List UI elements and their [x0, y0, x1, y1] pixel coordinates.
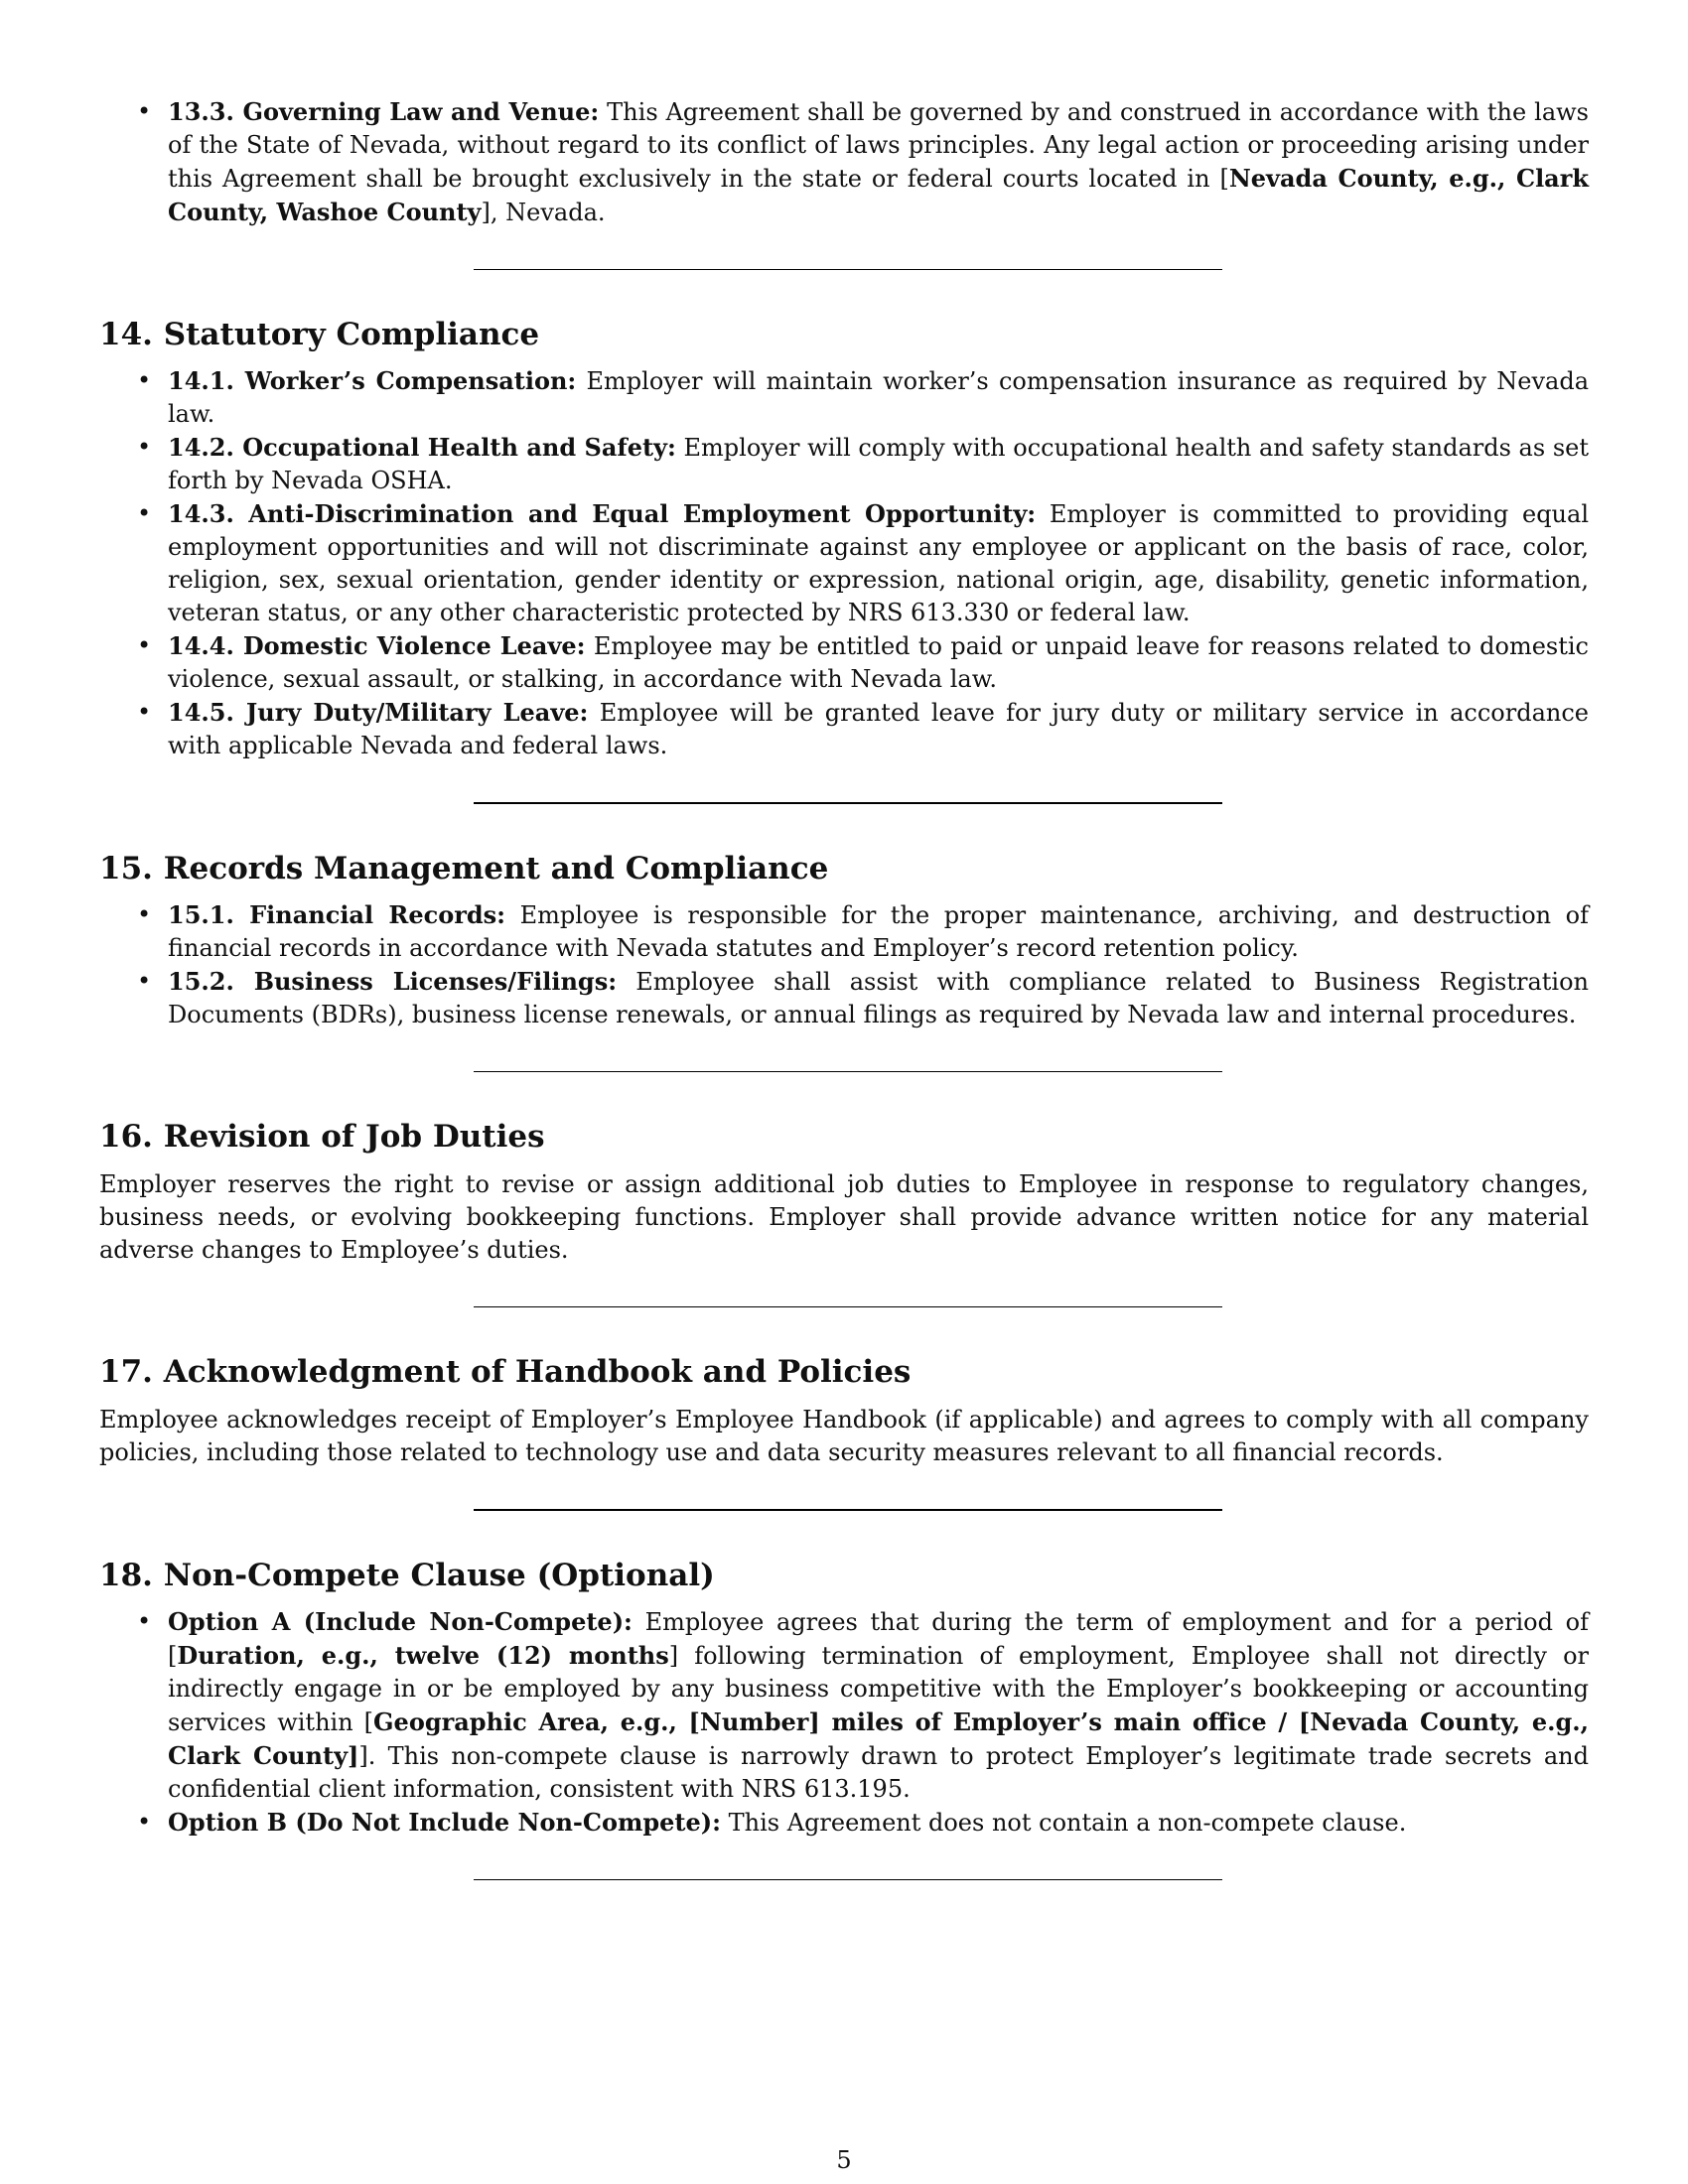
section-15-heading: 15. Records Management and Compliance: [99, 851, 829, 887]
clause-label: 15.1. Financial Records:: [168, 900, 506, 929]
clause-label: 13.3. Governing Law and Venue:: [168, 97, 600, 126]
option-a: [99, 1605, 1589, 1806]
section-17-heading: 17. Acknowledgment of Handbook and Policies: [99, 1354, 912, 1390]
placeholder-geographic-area: Geographic Area, e.g., [Number] miles of Employer’s main office / [Nevada County, e.g., Clark County]: [168, 1707, 1589, 1770]
section-13-list: [99, 95, 1589, 229]
clause-15-2: [99, 965, 1589, 1031]
clause-14-2: [99, 431, 1589, 497]
clause-text: Employee may be entitled to paid or unpaid leave for reasons related to domestic violence, sexual assault, or stalking, in accordance with Nevada law.: [168, 632, 1590, 693]
clause-14-5: [99, 696, 1589, 762]
section-18-list: [99, 1605, 1589, 1840]
section-14-heading: 14. Statutory Compliance: [99, 317, 540, 352]
document-page: [99, 95, 1589, 1880]
clause-label: 14.2. Occupational Health and Safety:: [168, 433, 676, 462]
section-16-heading: 16. Revision of Job Duties: [99, 1119, 545, 1155]
option-text: ] following termination of employment, Employee shall not directly or indirectly engage in or be employed by any business competitive with the Employer’s bookkeeping or accounting services within [: [168, 1642, 1589, 1736]
clause-14-4: [99, 629, 1589, 696]
clause-text: Employer will maintain worker’s compensation insurance as required by Nevada law.: [168, 367, 1589, 428]
section-14-list: [99, 364, 1589, 762]
clause-text: Employee is responsible for the proper maintenance, archiving, and destruction of financial records in accordance with Nevada statutes and Employer’s record retention policy.: [168, 901, 1590, 962]
clause-label: 15.2. Business Licenses/Filings:: [168, 967, 618, 996]
clause-label: 14.3. Anti-Discrimination and Equal Employment Opportunity:: [168, 499, 1037, 528]
section-18-heading: 18. Non-Compete Clause (Optional): [99, 1558, 715, 1593]
clause-13-3: [99, 95, 1589, 229]
clause-text: Employer is committed to providing equal employment opportunities and will not discriminate against any employee or applicant on the basis of race, color, religion, sex, sexual orientation, gender identity or expression, national origin, age, disability, genetic information, veteran status, or any other characteristic protected by NRS 613.330 or federal law.: [168, 500, 1589, 626]
clause-15-1: [99, 898, 1589, 965]
clause-text: Employee will be granted leave for jury duty or military service in accordance with applicable Nevada and federal laws.: [168, 699, 1589, 759]
clause-14-1: [99, 364, 1589, 431]
option-b: [99, 1806, 1589, 1840]
placeholder-county: Nevada County, e.g., Clark County, Washoe County: [168, 164, 1590, 226]
clause-label: 14.4. Domestic Violence Leave:: [168, 631, 586, 660]
option-label: Option B (Do Not Include Non-Compete):: [168, 1808, 722, 1837]
clause-text: This Agreement shall be governed by and construed in accordance with the laws of the State of Nevada, without regard to its conflict of laws principles. Any legal action or proceeding arising under this Agreement shall be brought exclusively in the state or federal courts located in [: [168, 98, 1589, 193]
section-divider: [474, 1306, 1222, 1307]
section-15-list: [99, 898, 1589, 1031]
section-divider: [474, 269, 1222, 270]
section-16-body: Employer reserves the right to revise or assign additional job duties to Employee in response to regulatory changes, business needs, or evolving bookkeeping functions. Employer shall provide advance written notice for any material adverse changes to Employee’s duties.: [99, 1170, 1589, 1264]
section-17-body: Employee acknowledges receipt of Employer’s Employee Handbook (if applicable) and agrees to comply with all company policies, including those related to technology use and data security measures relevant to all financial records.: [99, 1406, 1589, 1466]
clause-text: ], Nevada.: [481, 199, 606, 226]
clause-label: 14.1. Worker’s Compensation:: [168, 366, 577, 395]
section-divider: [474, 1879, 1222, 1880]
placeholder-duration: Duration, e.g., twelve (12) months: [177, 1641, 669, 1670]
section-divider: [474, 802, 1222, 804]
clause-text: Employer will comply with occupational health and safety standards as set forth by Nevada OSHA.: [168, 434, 1589, 494]
clause-label: 14.5. Jury Duty/Military Leave:: [168, 698, 589, 727]
option-text: ]. This non-compete clause is narrowly drawn to protect Employer’s legitimate trade secrets and confidential client information, consistent with NRS 613.195.: [168, 1742, 1590, 1803]
clause-14-3: [99, 497, 1589, 629]
section-divider: [474, 1071, 1222, 1072]
option-text: Employee agrees that during the term of employment and for a period of [: [168, 1608, 1589, 1670]
page-number: 5: [836, 2146, 852, 2174]
clause-text: Employee shall assist with compliance related to Business Registration Documents (BDRs), business license renewals, or annual filings as required by Nevada law and internal procedures.: [168, 968, 1590, 1028]
option-label: Option A (Include Non-Compete):: [168, 1607, 633, 1636]
option-text: This Agreement does not contain a non-compete clause.: [721, 1809, 1407, 1837]
section-divider: [474, 1509, 1222, 1511]
